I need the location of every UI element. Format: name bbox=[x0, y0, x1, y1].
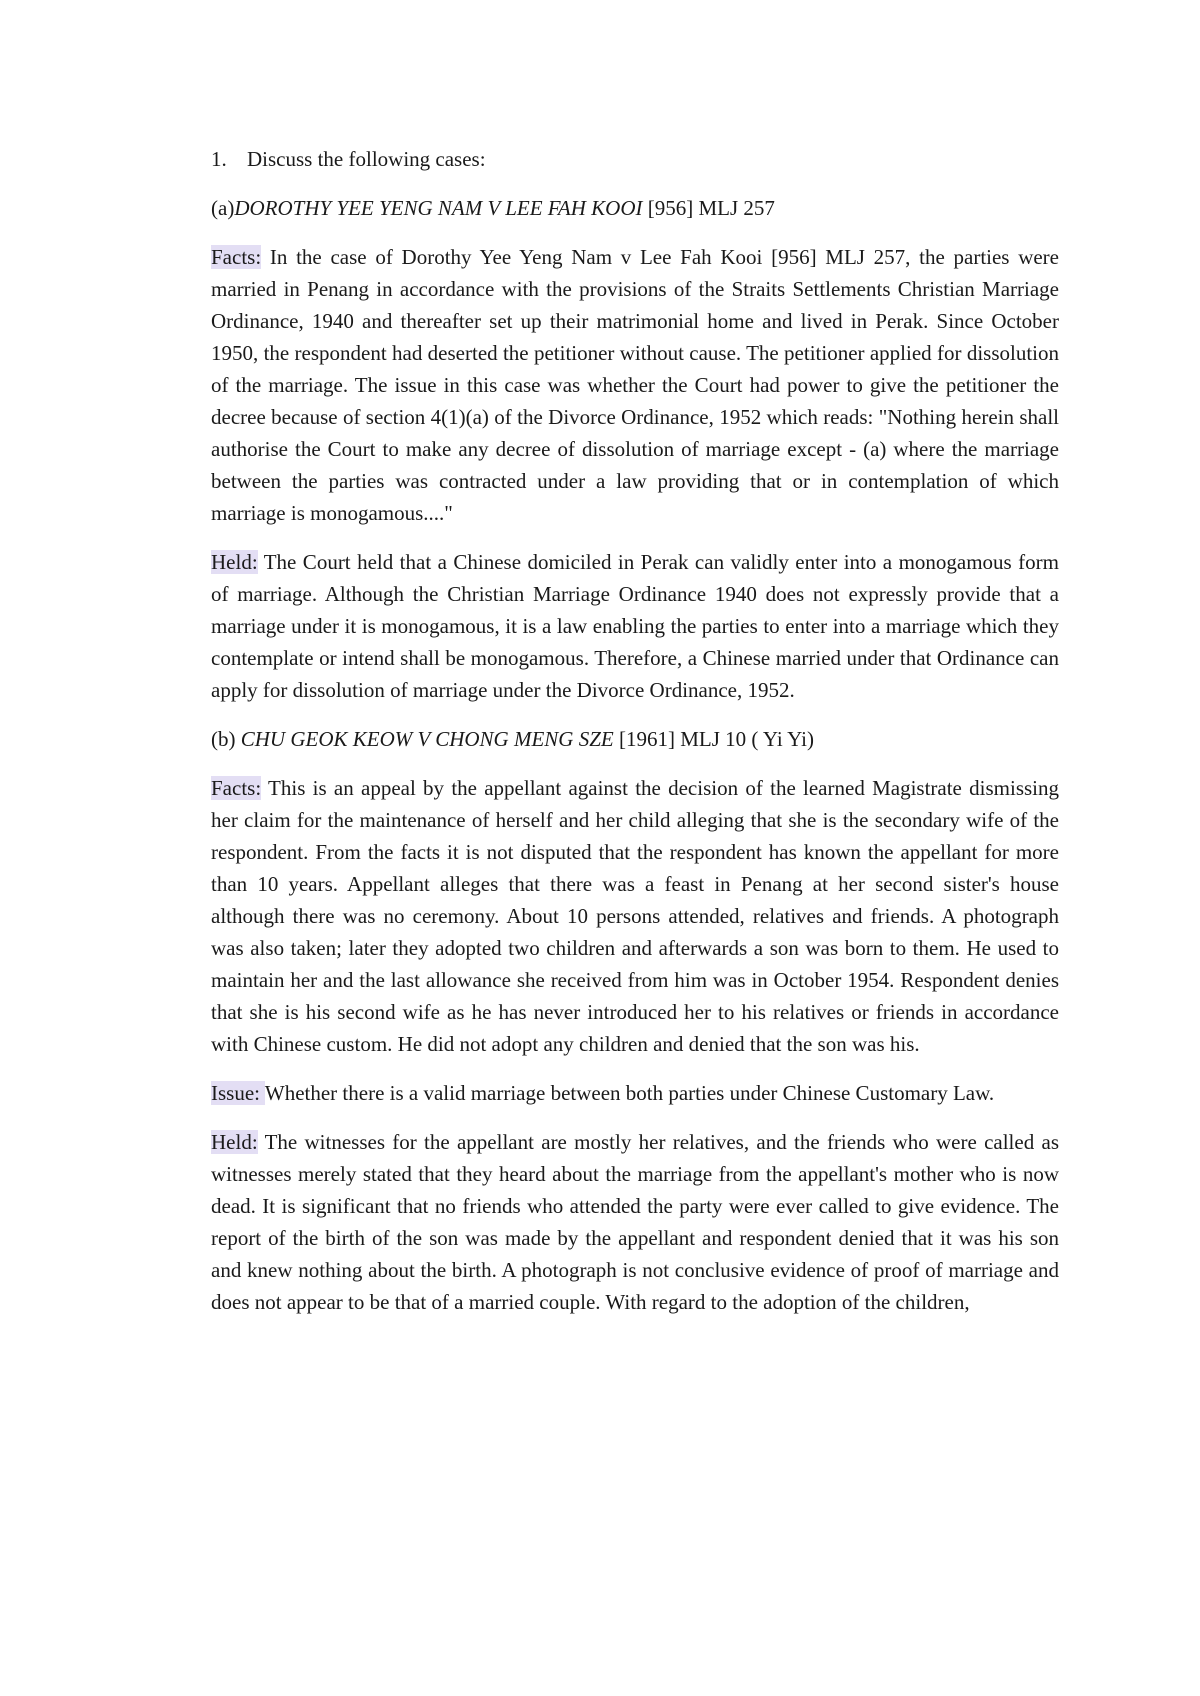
case-heading-b bbox=[211, 723, 1059, 755]
paragraph-text: This is an appeal by the appellant against the decision of the learned Magistrate dismissing her claim for the maintenance of herself and her child alleging that she is the secondary wife of the respondent. From the facts it is not disputed that the respondent has known the appellant for more than 10 years. Appellant alleges that there was a feast in Penang at her second sister's house although there was no ceremony. About 10 persons attended, relatives and friends. A photograph was also taken; later they adopted two children and afterwards a son was born to them. He used to maintain her and the last allowance she received from him was in October 1954. Respondent denies that she is his second wife as he has never introduced her to his relatives or friends in accordance with Chinese custom. He did not adopt any children and denied that the son was his. bbox=[211, 776, 1059, 1056]
case-name: DOROTHY YEE YENG NAM V LEE FAH KOOI bbox=[234, 196, 643, 220]
case-citation: [956] MLJ 257 bbox=[642, 196, 775, 220]
case-b-held-paragraph bbox=[211, 1126, 1059, 1318]
held-label: Held: bbox=[211, 1130, 258, 1154]
paragraph-text: Whether there is a valid marriage between both parties under Chinese Customary Law. bbox=[264, 1081, 995, 1105]
issue-label: Issue: bbox=[211, 1081, 265, 1105]
paragraph-text: The Court held that a Chinese domiciled in Perak can validly enter into a monogamous form of marriage. Although the Christian Marriage Ordinance 1940 does not expressly provide that a marriage under it is monogamous, it is a law enabling the parties to enter into a marriage which they contemplate or intend shall be monogamous. Therefore, a Chinese married under that Ordinance can apply for dissolution of marriage under the Divorce Ordinance, 1952. bbox=[211, 550, 1059, 702]
facts-label: Facts: bbox=[211, 776, 262, 800]
case-heading-a bbox=[211, 192, 1059, 224]
case-citation: [1961] MLJ 10 ( Yi Yi) bbox=[613, 727, 814, 751]
question-heading bbox=[211, 143, 1059, 175]
paragraph-text: In the case of Dorothy Yee Yeng Nam v Lee Fah Kooi [956] MLJ 257, the parties were married in Penang in accordance with the provisions of the Straits Settlements Christian Marriage Ordinance, 1940 and thereafter set up their matrimonial home and lived in Perak. Since October 1950, the respondent had deserted the petitioner without cause. The petitioner applied for dissolution of the marriage. The issue in this case was whether the Court had power to give the petitioner the decree because of section 4(1)(a) of the Divorce Ordinance, 1952 which reads: "Nothing herein shall authorise the Court to make any decree of dissolution of marriage except - (a) where the marriage between the parties was contracted under a law providing that or in contemplation of which marriage is monogamous...." bbox=[211, 245, 1059, 525]
case-b-issue-paragraph bbox=[211, 1077, 1059, 1109]
facts-label: Facts: bbox=[211, 245, 262, 269]
question-number: 1. bbox=[211, 147, 227, 171]
document-page bbox=[211, 143, 1059, 1335]
case-b-facts-paragraph bbox=[211, 772, 1059, 1060]
question-text: Discuss the following cases: bbox=[247, 147, 486, 171]
case-marker: (b) bbox=[211, 727, 241, 751]
case-marker: (a) bbox=[211, 196, 235, 220]
case-name: CHU GEOK KEOW V CHONG MENG SZE bbox=[240, 727, 614, 751]
paragraph-text: The witnesses for the appellant are mostly her relatives, and the friends who were called as witnesses merely stated that they heard about the marriage from the appellant's mother who is now dead. It is significant that no friends who attended the party were ever called to give evidence. The report of the birth of the son was made by the appellant and respondent denied that it was his son and knew nothing about the birth. A photograph is not conclusive evidence of proof of marriage and does not appear to be that of a married couple. With regard to the adoption of the children, bbox=[211, 1130, 1059, 1314]
case-a-facts-paragraph bbox=[211, 241, 1059, 529]
case-a-held-paragraph bbox=[211, 546, 1059, 706]
held-label: Held: bbox=[211, 550, 258, 574]
